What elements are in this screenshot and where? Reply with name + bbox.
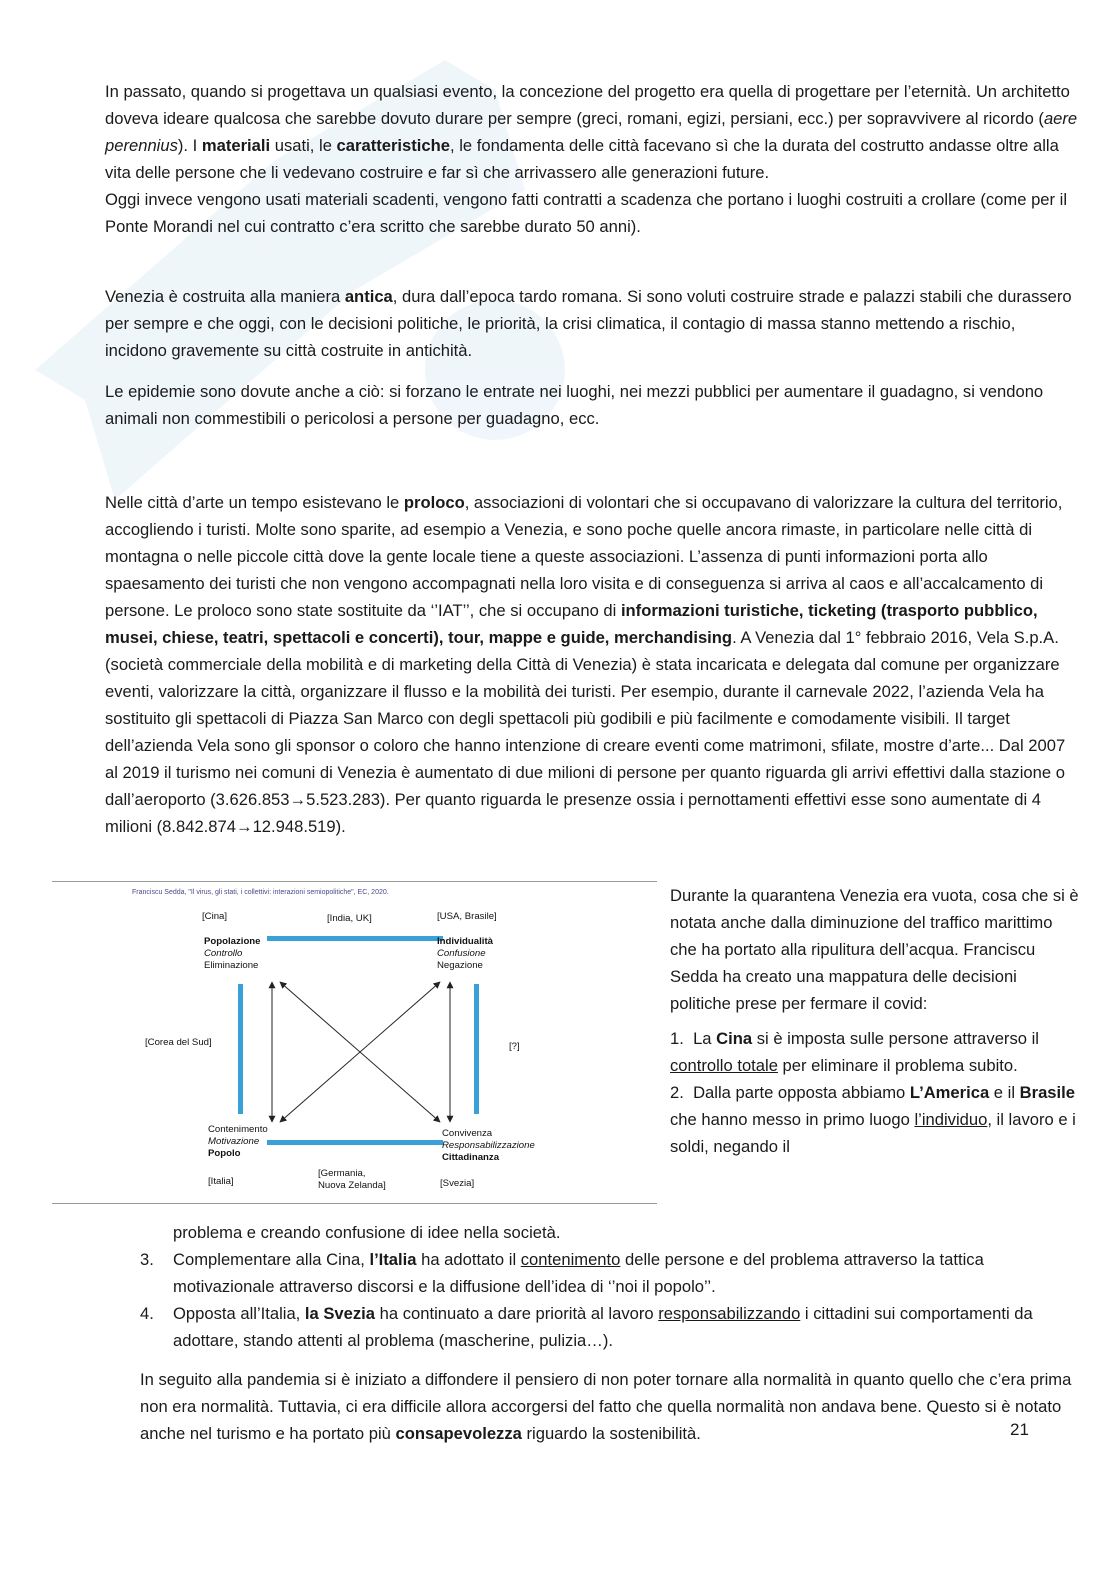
list-item-2-text-c: che hanno messo in primo luogo [670, 1110, 915, 1129]
list-item-3-text-a: Complementare alla Cina, [173, 1250, 370, 1269]
label-corea-del-sud: [Corea del Sud] [145, 1037, 212, 1048]
list-item-2-underline: l’individuo [914, 1110, 988, 1129]
label-india-uk: [India, UK] [327, 913, 372, 924]
numbered-list [140, 1219, 1080, 1354]
label-cina: [Cina] [202, 911, 228, 922]
label-italia: [Italia] [208, 1176, 234, 1187]
label-negazione: Negazione [437, 960, 483, 971]
p1-text-1: In passato, quando si progettava un qualsiasi evento, la concezione del progetto era quella di progettare per l’eternità. Un architetto doveva ideare qualcosa che sarebbe dovuto durare per sempre (greci, romani, egizi, persiani, ecc.) per sopravvivere al ricordo ( [105, 82, 1070, 128]
list-item-2-text-a: Dalla parte opposta abbiamo [693, 1083, 910, 1102]
list-item-4-number: 4. [140, 1304, 154, 1323]
p2-text-2: , dura dall’epoca tardo romana. Si sono voluti costruire strade e palazzi stabili che durassero per sempre e che oggi, con le decisioni politiche, le priorità, la crisi climatica, il contagio di massa stanno mettendo a rischio, incidono gravemente su città costruite in antichità. [105, 287, 1072, 360]
list-item-3-bold: l’Italia [369, 1250, 417, 1269]
list-item-2-continuation: problema e creando confusione di idee nella società. [173, 1223, 561, 1242]
list-item-4-text-b: ha continuato a dare priorità al lavoro [375, 1304, 659, 1323]
list-item-1-text-b: si è imposta sulle persone attraverso il [752, 1029, 1039, 1048]
label-nuova-zelanda: Nuova Zelanda] [318, 1180, 386, 1191]
sedda-diagram [52, 878, 657, 1206]
list-item-1-bold: Cina [716, 1029, 753, 1048]
label-popolazione: Popolazione [204, 936, 261, 947]
list-item-1-text-c: per eliminare il problema subito. [777, 1056, 1018, 1075]
list-item-2-text-b: e il [989, 1083, 1020, 1102]
paragraph-venezia [105, 283, 1080, 364]
p3-text-1: Le epidemie sono dovute anche a ciò: si forzano le entrate nei luoghi, nei mezzi pubblici per aumentare il guadagno, si vendono animali non commestibili o pericolosi a persone per guadagno, ecc. [105, 382, 1044, 428]
list-item-3 [140, 1246, 1080, 1300]
p1-text-5: Oggi invece vengono usati materiali scadenti, vengono fatti contratti a scadenza che portano i luoghi costruiti a crollare (come per il Ponte Morandi nel cui contratto c’era scritto che sarebbe durato 50 anni). [105, 190, 1068, 236]
list-item-4-text-a: Opposta all’Italia, [173, 1304, 305, 1323]
list-item-3-text-c: delle persone e del problema attraverso la tattica motivazionale attraverso discorsi e la diffusione dell’idea di ‘’noi il popolo’’. [173, 1250, 984, 1296]
list-item-4 [140, 1300, 1080, 1354]
list-item-2 [670, 1079, 1080, 1160]
list-item-3-text-b: ha adottato il [416, 1250, 521, 1269]
list-item-4-text-c: i cittadini sui comportamenti da adottare, stando attenti al problema (mascherine, pulizia…). [173, 1304, 1033, 1350]
label-unknown: [?] [509, 1041, 520, 1052]
list-item-3-underline: contenimento [520, 1250, 621, 1269]
side-intro: Durante la quarantena Venezia era vuota, cosa che si è notata anche dalla diminuzione del traffico marittimo che ha portato alla ripulitura dell’acqua. Franciscu Sedda ha creato una mappatura delle decisioni politiche prese per fermare il covid: [670, 886, 1079, 1013]
p1-bold-2: caratteristiche [336, 136, 450, 155]
list-item-4-underline: responsabilizzando [658, 1304, 801, 1323]
label-popolo: Popolo [208, 1148, 241, 1159]
p1-text-4: , le fondamenta delle città facevano sì che la durata del costrutto andasse oltre alla vita delle persone che li vedevano costruire e far sì che arrivassero alle generazioni future. [105, 136, 1059, 182]
figure-caption: Franciscu Sedda, "Il virus, gli stati, i collettivi: interazioni semiopolitiche", EC, 2020. [132, 889, 389, 896]
paragraph-normalita [140, 1366, 1080, 1447]
p1-bold-1: materiali [201, 136, 271, 155]
label-svezia: [Svezia] [440, 1178, 475, 1189]
label-usa-brasile: [USA, Brasile] [437, 911, 497, 922]
list-item-1-number: 1. [670, 1029, 684, 1048]
list-item-1-text-a: La [693, 1029, 717, 1048]
p4-text-1: Nelle città d’arte un tempo esistevano le [105, 493, 404, 512]
p5-text-2: riguardo la sostenibilità. [521, 1424, 701, 1443]
paragraph-epidemie [105, 378, 1080, 432]
label-confusione: Confusione [437, 948, 486, 959]
label-germania: [Germania, [318, 1168, 366, 1179]
list-item-1 [670, 1025, 1080, 1079]
side-column [670, 882, 1080, 1160]
p5-bold-1: consapevolezza [395, 1424, 522, 1443]
label-contenimento: Contenimento [208, 1124, 268, 1135]
label-responsabilizzazione: Responsabilizzazione [442, 1140, 535, 1151]
p4-text-3: . A Venezia dal 1° febbraio 2016, Vela S.p.A. (società commerciale della mobilità e di marketing della Città di Venezia) è stata incaricata e delegata dal comune per organizzare eventi, valorizzare la città, organizzare il flusso e la mobilità dei turisti. Per esempio, durante il carnevale 2022, l’azienda Vela ha sostituito gli spettacoli di Piazza San Marco con degli spettacoli più godibili e più facilmente e comodamente visibili. Il target dell’azienda Vela sono gli sponsor o coloro che hanno intenzione di creare eventi come matrimoni, sfilate, mostre d’arte... Dal 2007 al 2019 il turismo nei comuni di Venezia è aumentato di due milioni di persone per quanto riguarda gli arrivi effettivi dalla stazione o dall’aeroporto (3.626.853→5.523.283). Per quanto riguarda le presenze ossia i pernottamenti effettivi esse sono aumentate di 4 milioni (8.842.874→12.948.519). [105, 628, 1066, 836]
p5-text-1: In seguito alla pandemia si è iniziato a diffondere il pensiero di non poter tornare alla normalità in quanto quello che c’era prima non era normalità. Tuttavia, ci era difficile allora accorgersi del fatto che quella normalità non andava bene. Questo si è notato anche nel turismo e ha portato più [140, 1370, 1072, 1443]
label-cittadinanza: Cittadinanza [442, 1152, 500, 1163]
p2-text-1: Venezia è costruita alla maniera [105, 287, 345, 306]
diagram-arrows [52, 878, 657, 1206]
list-item-2-bold-2: Brasile [1019, 1083, 1075, 1102]
list-item-2-text-d: , il lavoro e i soldi, negando il [670, 1110, 1076, 1156]
label-motivazione: Motivazione [208, 1136, 260, 1147]
list-item-3-number: 3. [140, 1250, 154, 1269]
p2-bold-1: antica [344, 287, 393, 306]
page-number: 21 [1010, 1420, 1029, 1439]
label-individualita: Individualità [437, 936, 493, 947]
p1-italic-1: aere perennius [105, 109, 1078, 155]
list-item-1-underline: controllo totale [670, 1056, 778, 1075]
p4-text-2: , associazioni di volontari che si occupavano di valorizzare la cultura del territorio, accogliendo i turisti. Molte sono sparite, ad esempio a Venezia, e sono poche quelle ancora rimaste, in particolare nelle città di montagna o nelle piccole città dove la gente locale tiene a queste associazioni. L’assenza di punti informazioni porta allo spaesamento dei turisti che non vengono accompagnati nella loro visita e di conseguenza si arriva al caos e all’accalcamento di persone. Le proloco sono state sostituite da ‘’IAT’’, che si occupano di [105, 493, 1063, 620]
p1-text-3: usati, le [270, 136, 337, 155]
label-eliminazione: Eliminazione [204, 960, 259, 971]
list-item-2-number: 2. [670, 1083, 684, 1102]
list-item-2-bold-1: L’America [909, 1083, 990, 1102]
paragraph-eternity [105, 78, 1080, 240]
label-controllo: Controllo [204, 948, 243, 959]
paragraph-proloco [105, 489, 1080, 840]
p4-bold-2: informazioni turistiche, ticketing (trasporto pubblico, musei, chiese, teatri, spettacoli e concerti), tour, mappe e guide, merchandising [105, 601, 1038, 647]
p1-text-2: ). I [177, 136, 202, 155]
label-convivenza: Convivenza [442, 1128, 493, 1139]
list-item-4-bold: la Svezia [304, 1304, 376, 1323]
p4-bold-1: proloco [403, 493, 465, 512]
